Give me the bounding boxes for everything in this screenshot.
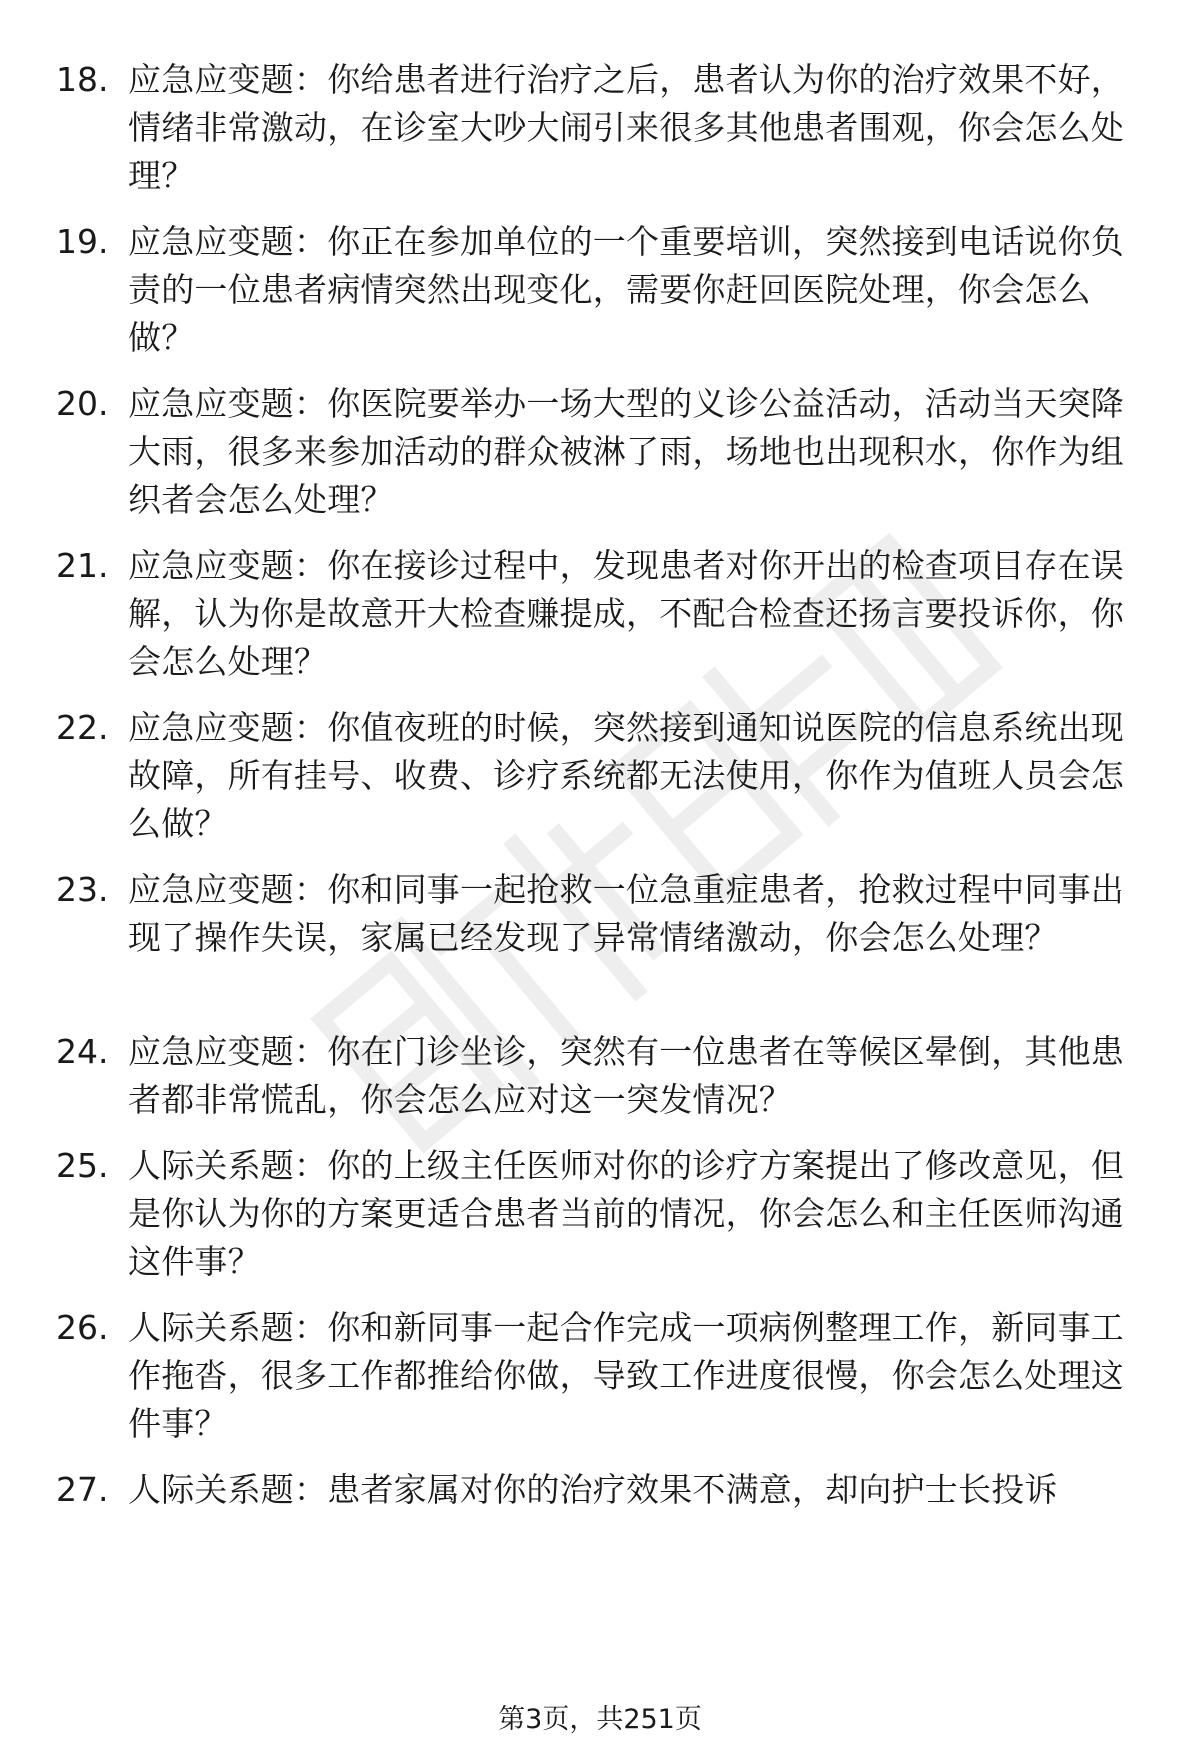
question-number: 23. — [56, 870, 109, 909]
question-text: 应急应变题：你值夜班的时候，突然接到通知说医院的信息系统出现故障，所有挂号、收费、诊疗系统都无法使用，你作为值班人员会怎么做？ — [128, 708, 1124, 843]
question-20 — [56, 380, 1156, 524]
question-19 — [56, 218, 1156, 362]
question-number: 20. — [56, 384, 109, 423]
question-22 — [56, 704, 1156, 848]
question-number: 27. — [56, 1470, 109, 1509]
question-18 — [56, 56, 1156, 200]
question-text: 应急应变题：你医院要举办一场大型的义诊公益活动，活动当天突降大雨，很多来参加活动的群众被淋了雨，场地也出现积水，你作为组织者会怎么处理？ — [128, 384, 1124, 519]
question-number: 22. — [56, 708, 109, 747]
question-number: 18. — [56, 60, 109, 99]
question-text: 应急应变题：你给患者进行治疗之后，患者认为你的治疗效果不好，情绪非常激动，在诊室大吵大闹引来很多其他患者围观，你会怎么处理？ — [128, 60, 1124, 195]
question-text: 人际关系题：你和新同事一起合作完成一项病例整理工作，新同事工作拖沓，很多工作都推给你做，导致工作进度很慢，你会怎么处理这件事？ — [128, 1308, 1124, 1443]
question-27 — [56, 1466, 1156, 1514]
question-number: 25. — [56, 1146, 109, 1185]
question-text: 应急应变题：你和同事一起抢救一位急重症患者，抢救过程中同事出现了操作失误，家属已经发现了异常情绪激动，你会怎么处理？ — [128, 870, 1124, 957]
question-text: 人际关系题：你的上级主任医师对你的诊疗方案提出了修改意见，但是你认为你的方案更适合患者当前的情况，你会怎么和主任医师沟通这件事？ — [128, 1146, 1124, 1281]
question-text: 人际关系题：患者家属对你的治疗效果不满意，却向护士长投诉 — [128, 1470, 1058, 1509]
question-number: 21. — [56, 546, 109, 585]
question-number: 19. — [56, 222, 109, 261]
question-21 — [56, 542, 1156, 686]
question-text: 应急应变题：你在门诊坐诊，突然有一位患者在等候区晕倒，其他患者都非常慌乱，你会怎么应对这一突发情况？ — [128, 1032, 1124, 1119]
question-24 — [56, 1028, 1156, 1124]
question-text: 应急应变题：你在接诊过程中，发现患者对你开出的检查项目存在误解，认为你是故意开大检查赚提成，不配合检查还扬言要投诉你，你会怎么处理？ — [128, 546, 1124, 681]
question-number: 26. — [56, 1308, 109, 1347]
question-number: 24. — [56, 1032, 109, 1071]
question-26 — [56, 1304, 1156, 1448]
question-text: 应急应变题：你正在参加单位的一个重要培训，突然接到电话说你负责的一位患者病情突然出现变化，需要你赶回医院处理，你会怎么做？ — [128, 222, 1124, 357]
page-footer: 第3页，共251页 — [498, 1704, 702, 1735]
question-23 — [56, 866, 1156, 962]
question-25 — [56, 1142, 1156, 1286]
